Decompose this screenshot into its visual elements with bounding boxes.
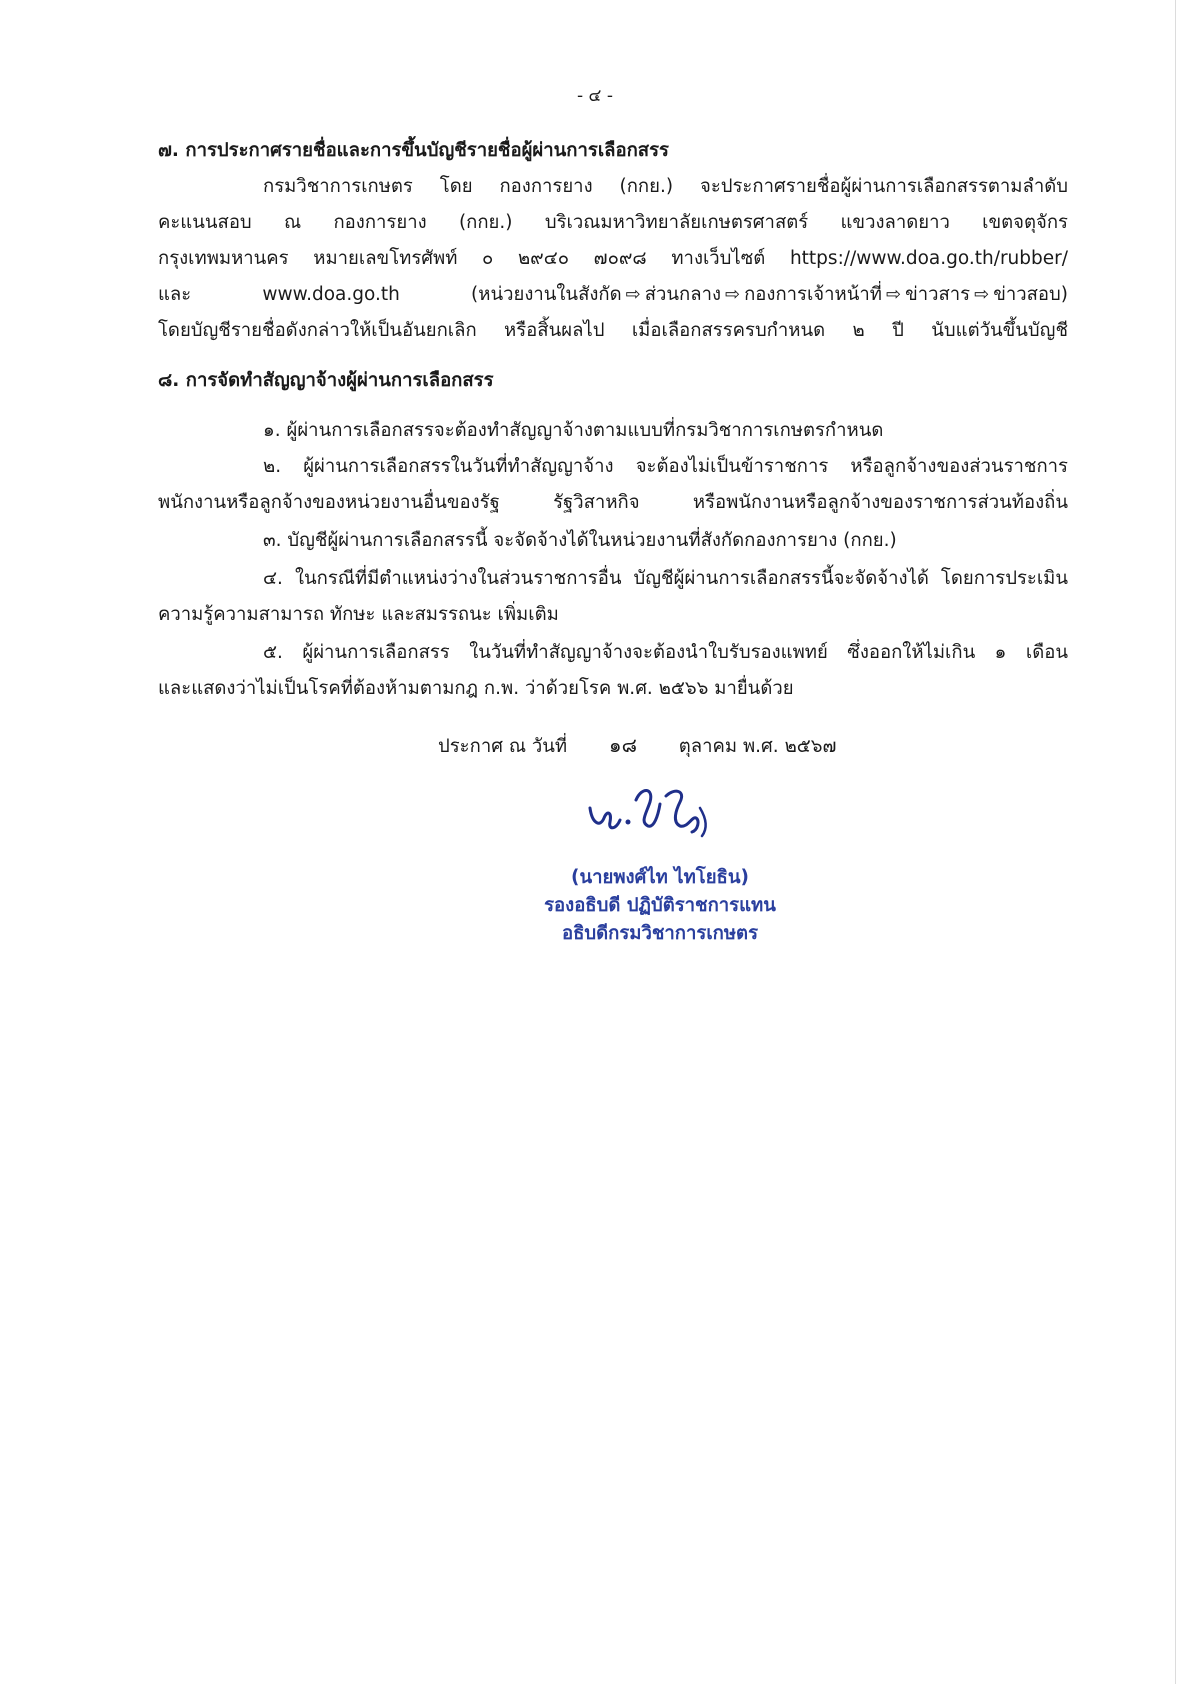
section8-item-2-cont: พนักงานหรือลูกจ้างของหน่วยงานอื่นของรัฐ รัฐวิสาหกิจ หรือพนักงานหรือลูกจ้างของราชการส่วนท้องถิ่น	[158, 492, 1068, 513]
section8-item-5-cont: และแสดงว่าไม่เป็นโรคที่ต้องห้ามตามกฎ ก.พ. ว่าด้วยโรค พ.ศ. ๒๕๖๖ มายื่นด้วย	[158, 678, 794, 699]
nav-item-central: ส่วนกลาง	[644, 284, 722, 305]
nav-prefix: และ www.doa.go.th (หน่วยงานในสังกัด	[158, 284, 622, 305]
announcement-date	[438, 732, 836, 760]
section8-item-4-cont: ความรู้ความสามารถ ทักษะ และสมรรถนะ เพิ่มเติม	[158, 604, 559, 625]
page-number: - ๔ -	[577, 86, 613, 106]
right-arrow-icon: ⇨	[625, 284, 641, 305]
scan-edge-line	[1175, 0, 1176, 1684]
section7-heading: ๗. การประกาศรายชื่อและการขึ้นบัญชีรายชื่อผู้ผ่านการเลือกสรร	[158, 140, 669, 161]
signatory-position-2: อธิบดีกรมวิชาการเกษตร	[561, 923, 759, 944]
section7-line-1: กรมวิชาการเกษตร โดย กองการยาง (กกย.) จะประกาศรายชื่อผู้ผ่านการเลือกสรรตามลำดับ	[263, 176, 1068, 197]
signatory-position-1: รองอธิบดี ปฏิบัติราชการแทน	[544, 895, 776, 916]
announcement-day: ๑๘	[608, 733, 638, 757]
section8-item-5: ๕. ผู้ผ่านการเลือกสรร ในวันที่ทำสัญญาจ้างจะต้องนำใบรับรองแพทย์ ซึ่งออกให้ไม่เกิน ๑ เดือน	[263, 642, 1068, 663]
section8-item-2: ๒. ผู้ผ่านการเลือกสรรในวันที่ทำสัญญาจ้าง จะต้องไม่เป็นข้าราชการ หรือลูกจ้างของส่วนราชการ	[263, 456, 1068, 477]
nav-item-news: ข่าวสาร	[905, 284, 971, 305]
right-arrow-icon: ⇨	[974, 284, 990, 305]
nav-item-personnel: กองการเจ้าหน้าที่	[744, 284, 882, 305]
section8-item-4: ๔. ในกรณีที่มีตำแหน่งว่างในส่วนราชการอื่น บัญชีผู้ผ่านการเลือกสรรนี้จะจัดจ้างได้ โดยการประเมิน	[263, 568, 1068, 589]
announcement-month-year: ตุลาคม พ.ศ. ๒๕๖๗	[678, 736, 837, 757]
section7-nav-line	[158, 282, 1068, 308]
right-arrow-icon: ⇨	[725, 284, 741, 305]
section8-item-3: ๓. บัญชีผู้ผ่านการเลือกสรรนี้ จะจัดจ้างได้ในหน่วยงานที่สังกัดกองการยาง (กกย.)	[263, 530, 897, 551]
handwritten-signature	[582, 778, 722, 840]
section7-line-3: กรุงเทพมหานคร หมายเลขโทรศัพท์ ๐ ๒๙๔๐ ๗๐๙๘ ทางเว็บไซต์ https://www.doa.go.th/rubber/	[158, 248, 1068, 269]
announcement-prefix: ประกาศ ณ วันที่	[438, 736, 568, 757]
section7-last-line: โดยบัญชีรายชื่อดังกล่าวให้เป็นอันยกเลิก หรือสิ้นผลไป เมื่อเลือกสรรครบกำหนด ๒ ปี นับแต่วันขึ้นบัญชี	[158, 320, 1068, 341]
section8-heading: ๘. การจัดทำสัญญาจ้างผู้ผ่านการเลือกสรร	[158, 370, 494, 391]
right-arrow-icon: ⇨	[885, 284, 902, 305]
signatory-name: (นายพงศ์ไท ไทโยธิน)	[571, 867, 749, 888]
section7-line-2: คะแนนสอบ ณ กองการยาง (กกย.) บริเวณมหาวิทยาลัยเกษตรศาสตร์ แขวงลาดยาว เขตจตุจักร	[158, 212, 1068, 233]
section8-item-1: ๑. ผู้ผ่านการเลือกสรรจะต้องทำสัญญาจ้างตามแบบที่กรมวิชาการเกษตรกำหนด	[263, 420, 884, 441]
nav-item-exam-news: ข่าวสอบ)	[993, 284, 1068, 305]
